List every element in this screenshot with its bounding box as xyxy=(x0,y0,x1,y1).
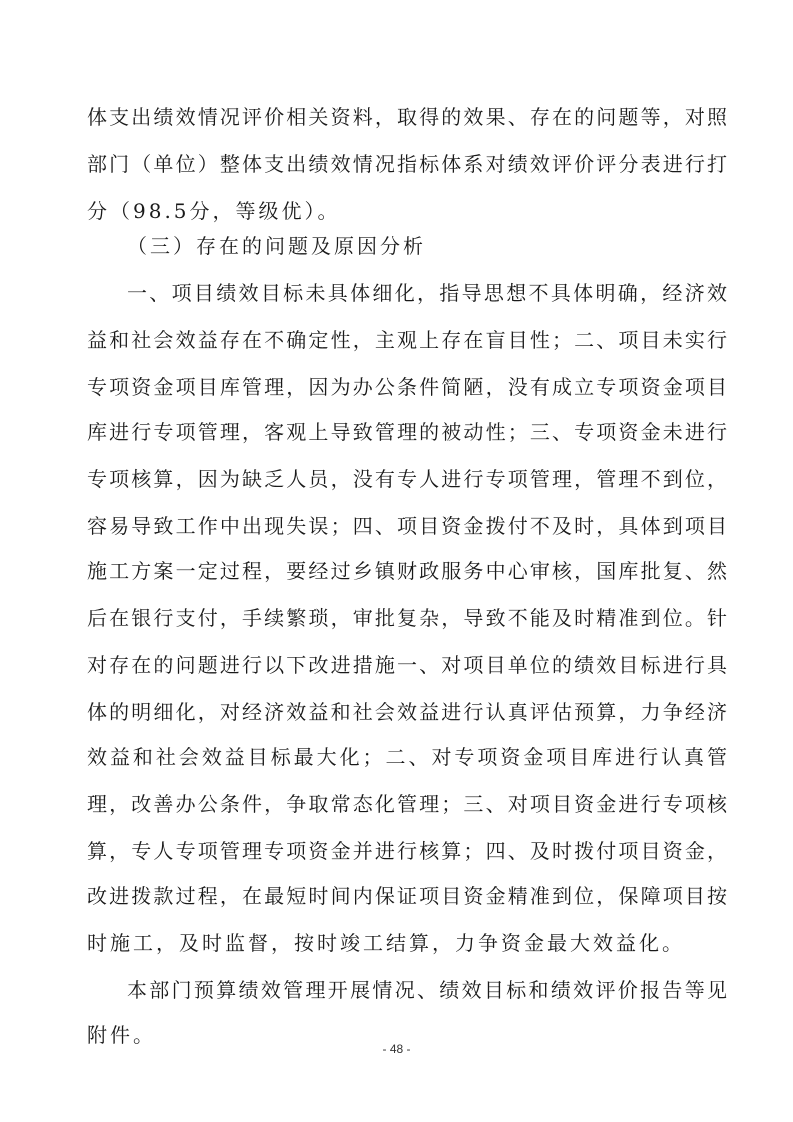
paragraph-line: 分（98.5分，等级优）。 xyxy=(87,199,341,223)
paragraph-line: 改进拨款过程，在最短时间内保证项目资金精准到位，保障项目按 xyxy=(87,884,727,908)
paragraph-line: 部门（单位）整体支出绩效情况指标体系对绩效评价评分表进行打 xyxy=(87,152,727,176)
paragraph-line: 算，专人专项管理专项资金并进行核算；四、及时拨付项目资金， xyxy=(87,839,727,863)
section-heading: （三）存在的问题及原因分析 xyxy=(127,234,426,258)
paragraph-line: 体支出绩效情况评价相关资料，取得的效果、存在的问题等，对照 xyxy=(87,105,727,129)
paragraph-line: 专项资金项目库管理，因为办公条件简陋，没有成立专项资金项目 xyxy=(87,375,727,399)
paragraph-line: 时施工，及时监督，按时竣工结算，力争资金最大效益化。 xyxy=(87,931,685,955)
paragraph-line: 后在银行支付，手续繁琐，审批复杂，导致不能及时精准到位。针 xyxy=(87,606,727,630)
paragraph-line: 容易导致工作中出现失误；四、项目资金拨付不及时，具体到项目 xyxy=(87,514,727,538)
paragraph-line: 本部门预算绩效管理开展情况、绩效目标和绩效评价报告等见 xyxy=(127,978,727,1002)
paragraph-line: 对存在的问题进行以下改进措施一、对项目单位的绩效目标进行具 xyxy=(87,653,727,677)
paragraph-line: 一、项目绩效目标未具体细化，指导思想不具体明确，经济效 xyxy=(127,281,727,305)
paragraph-line: 体的明细化，对经济效益和社会效益进行认真评估预算，力争经济 xyxy=(87,700,727,724)
paragraph-line: 附件。 xyxy=(87,1023,156,1047)
paragraph-line: 库进行专项管理，客观上导致管理的被动性；三、专项资金未进行 xyxy=(87,420,727,444)
paragraph-line: 效益和社会效益目标最大化；二、对专项资金项目库进行认真管 xyxy=(87,745,727,769)
paragraph-line: 理，改善办公条件，争取常态化管理；三、对项目资金进行专项核 xyxy=(87,792,727,816)
paragraph-line: 益和社会效益存在不确定性，主观上存在盲目性；二、项目未实行 xyxy=(87,328,727,352)
paragraph-line: 施工方案一定过程，要经过乡镇财政服务中心审核，国库批复、然 xyxy=(87,559,727,583)
page-number: - 48 - xyxy=(382,1042,411,1056)
paragraph-line: 专项核算，因为缺乏人员，没有专人进行专项管理，管理不到位， xyxy=(87,467,727,491)
